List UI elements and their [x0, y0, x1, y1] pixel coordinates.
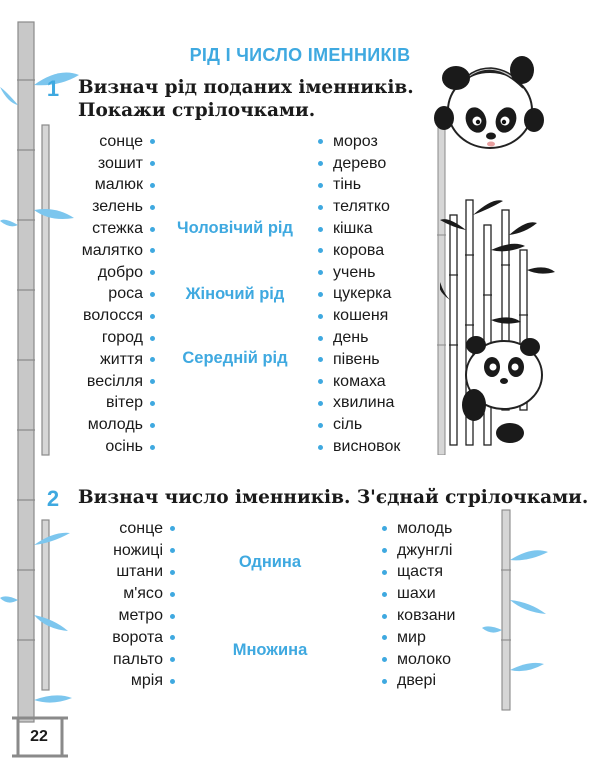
task1-left-word-item — [82, 327, 155, 349]
task1-right-word-label: корова — [333, 241, 385, 259]
connection-dot[interactable] — [150, 292, 155, 297]
panda-bamboo-illustration — [440, 195, 560, 455]
connection-dot[interactable] — [170, 679, 175, 684]
task1-left-word-item — [82, 262, 155, 284]
task2-left-word-item — [112, 518, 175, 540]
category-plural: Множина — [232, 641, 308, 659]
task1-right-word-item — [318, 371, 400, 393]
connection-dot[interactable] — [382, 526, 387, 531]
connection-dot[interactable] — [318, 292, 323, 297]
connection-dot[interactable] — [382, 592, 387, 597]
connection-dot[interactable] — [150, 183, 155, 188]
page-title: РІД І ЧИСЛО ІМЕННИКІВ — [189, 45, 411, 65]
task2-instruction: Визнач число іменників. З'єднай стрілочками. — [78, 487, 589, 508]
page-number: 22 — [30, 728, 48, 745]
connection-dot[interactable] — [318, 248, 323, 253]
task1-left-word-label: малятко — [81, 241, 143, 259]
connection-dot[interactable] — [150, 379, 155, 384]
task1-right-word-item — [318, 240, 400, 262]
task2-left-word-label: ножиці — [113, 541, 163, 559]
connection-dot[interactable] — [170, 635, 175, 640]
connection-dot[interactable] — [318, 336, 323, 341]
task2-left-word-label: ворота — [112, 628, 163, 646]
connection-dot[interactable] — [318, 205, 323, 210]
task1-right-word-label: півень — [333, 350, 380, 368]
connection-dot[interactable] — [150, 357, 155, 362]
connection-dot[interactable] — [318, 314, 323, 319]
task1-left-word-item — [82, 284, 155, 306]
connection-dot[interactable] — [150, 205, 155, 210]
connection-dot[interactable] — [150, 248, 155, 253]
bamboo-right-decoration — [480, 500, 560, 760]
task1-left-word-label: життя — [100, 350, 143, 368]
connection-dot[interactable] — [170, 657, 175, 662]
task2-right-word-list — [382, 518, 455, 692]
task1-left-word-label: малюк — [94, 176, 143, 194]
task1-right-word-label: кошеня — [333, 307, 389, 325]
task1-left-word-label: сонце — [99, 132, 143, 150]
connection-dot[interactable] — [382, 657, 387, 662]
task1-left-word-label: город — [101, 329, 143, 347]
connection-dot[interactable] — [150, 314, 155, 319]
connection-dot[interactable] — [170, 570, 175, 575]
connection-dot[interactable] — [318, 401, 323, 406]
task1-left-word-label: роса — [108, 285, 143, 303]
task2-right-word-item — [382, 583, 455, 605]
task1-right-word-label: сіль — [333, 416, 363, 434]
connection-dot[interactable] — [318, 161, 323, 166]
task2-right-word-label: ковзани — [397, 607, 456, 625]
connection-dot[interactable] — [150, 445, 155, 450]
task1-right-word-item — [318, 436, 400, 458]
task1-right-word-label: цукерка — [333, 285, 392, 303]
task1-left-word-item — [82, 240, 155, 262]
task1-right-word-item — [318, 218, 400, 240]
task2-left-word-list — [112, 518, 175, 692]
task2-left-word-item — [112, 671, 175, 693]
connection-dot[interactable] — [318, 357, 323, 362]
task2-left-word-item — [112, 627, 175, 649]
category-singular: Однина — [238, 553, 302, 571]
task1-instruction — [78, 76, 414, 122]
connection-dot[interactable] — [150, 401, 155, 406]
task1-right-word-item — [318, 327, 400, 349]
task1-right-word-item — [318, 414, 400, 436]
task1-left-word-item — [82, 349, 155, 371]
task1-right-word-item — [318, 393, 400, 415]
task1-right-word-item — [318, 284, 400, 306]
task1-instruction-line2: Покажи стрілочками. — [78, 100, 316, 121]
task1-right-word-label: день — [333, 329, 369, 347]
connection-dot[interactable] — [382, 548, 387, 553]
task2-right-word-label: щастя — [397, 563, 444, 581]
task2-left-word-item — [112, 583, 175, 605]
task1-left-word-label: молодь — [87, 416, 143, 434]
connection-dot[interactable] — [150, 139, 155, 144]
task1-right-word-label: мороз — [333, 132, 378, 150]
task1-right-word-item — [318, 305, 400, 327]
task2-right-word-item — [382, 671, 455, 693]
task1-left-word-item — [82, 131, 155, 153]
task1-left-word-item — [82, 371, 155, 393]
connection-dot[interactable] — [382, 614, 387, 619]
connection-dot[interactable] — [318, 379, 323, 384]
task1-left-word-label: добро — [97, 263, 143, 281]
category-masculine: Чоловічий рід — [177, 219, 293, 237]
connection-dot[interactable] — [150, 161, 155, 166]
connection-dot[interactable] — [382, 635, 387, 640]
task1-right-word-item — [318, 131, 400, 153]
task1-left-word-item — [82, 305, 155, 327]
connection-dot[interactable] — [382, 570, 387, 575]
task2-right-word-label: мир — [397, 628, 426, 646]
task2-left-word-item — [112, 562, 175, 584]
task2-right-word-item — [382, 540, 455, 562]
task2-left-word-label: мрія — [130, 672, 163, 690]
task2-left-word-item — [112, 649, 175, 671]
category-feminine: Жіночий рід — [185, 285, 285, 303]
task2-left-word-label: сонце — [119, 519, 163, 537]
connection-dot[interactable] — [150, 423, 155, 428]
task2-number: 2 — [46, 486, 60, 511]
task1-left-word-list — [82, 131, 155, 458]
task1-right-word-item — [318, 349, 400, 371]
connection-dot[interactable] — [318, 445, 323, 450]
task2-right-word-item — [382, 627, 455, 649]
task1-right-word-label: хвилина — [333, 394, 395, 412]
task1-number: 1 — [46, 76, 60, 101]
connection-dot[interactable] — [318, 270, 323, 275]
task1-right-word-item — [318, 196, 400, 218]
task2-right-word-item — [382, 649, 455, 671]
task1-right-word-label: комаха — [333, 372, 386, 390]
task2-left-word-label: метро — [118, 607, 163, 625]
task1-right-word-label: дерево — [333, 154, 387, 172]
connection-dot[interactable] — [318, 183, 323, 188]
task1-right-word-list — [318, 131, 400, 458]
task1-left-word-label: стежка — [92, 220, 143, 238]
task1-right-word-label: телятко — [333, 198, 390, 216]
connection-dot[interactable] — [318, 227, 323, 232]
bamboo-left-decoration — [0, 0, 90, 768]
task2-left-word-item — [112, 605, 175, 627]
task2-right-word-label: молоко — [397, 650, 452, 668]
task1-left-word-label: весілля — [86, 372, 143, 390]
task2-left-word-label: пальто — [112, 650, 163, 668]
task1-right-word-label: учень — [333, 263, 376, 281]
connection-dot[interactable] — [318, 139, 323, 144]
connection-dot[interactable] — [150, 270, 155, 275]
task1-right-word-item — [318, 175, 400, 197]
task1-right-word-label: кішка — [333, 220, 373, 238]
task1-left-word-item — [82, 196, 155, 218]
task1-left-word-item — [82, 175, 155, 197]
task1-left-word-item — [82, 218, 155, 240]
task1-right-word-label: висновок — [333, 438, 401, 456]
connection-dot[interactable] — [150, 227, 155, 232]
task1-instruction-line1: Визнач рід поданих іменників. — [78, 77, 414, 98]
task1-left-word-label: зошит — [97, 154, 143, 172]
task1-left-word-item — [82, 414, 155, 436]
task2-right-word-item — [382, 562, 455, 584]
connection-dot[interactable] — [170, 592, 175, 597]
task1-right-word-item — [318, 262, 400, 284]
connection-dot[interactable] — [170, 614, 175, 619]
task1-left-word-item — [82, 153, 155, 175]
connection-dot[interactable] — [318, 423, 323, 428]
task1-right-word-item — [318, 153, 400, 175]
task2-right-word-label: двері — [397, 672, 437, 690]
task2-right-word-item — [382, 605, 455, 627]
task1-left-word-label: зелень — [92, 198, 143, 216]
task1-left-word-item — [82, 393, 155, 415]
connection-dot[interactable] — [170, 548, 175, 553]
task2-left-word-label: штани — [116, 563, 163, 581]
category-neuter: Середній рід — [182, 349, 288, 367]
task1-left-word-label: вітер — [106, 394, 143, 412]
connection-dot[interactable] — [170, 526, 175, 531]
task1-left-word-label: волосся — [83, 307, 143, 325]
connection-dot[interactable] — [382, 679, 387, 684]
task2-left-word-item — [112, 540, 175, 562]
connection-dot[interactable] — [150, 336, 155, 341]
task2-right-word-label: молодь — [397, 519, 453, 537]
task2-left-word-label: м'ясо — [123, 585, 163, 603]
task2-right-word-item — [382, 518, 455, 540]
task1-left-word-label: осінь — [105, 438, 143, 456]
task2-right-word-label: джунглі — [397, 541, 453, 559]
task2-right-word-label: шахи — [397, 585, 436, 603]
task1-right-word-label: тінь — [333, 176, 362, 194]
task1-left-word-item — [82, 436, 155, 458]
